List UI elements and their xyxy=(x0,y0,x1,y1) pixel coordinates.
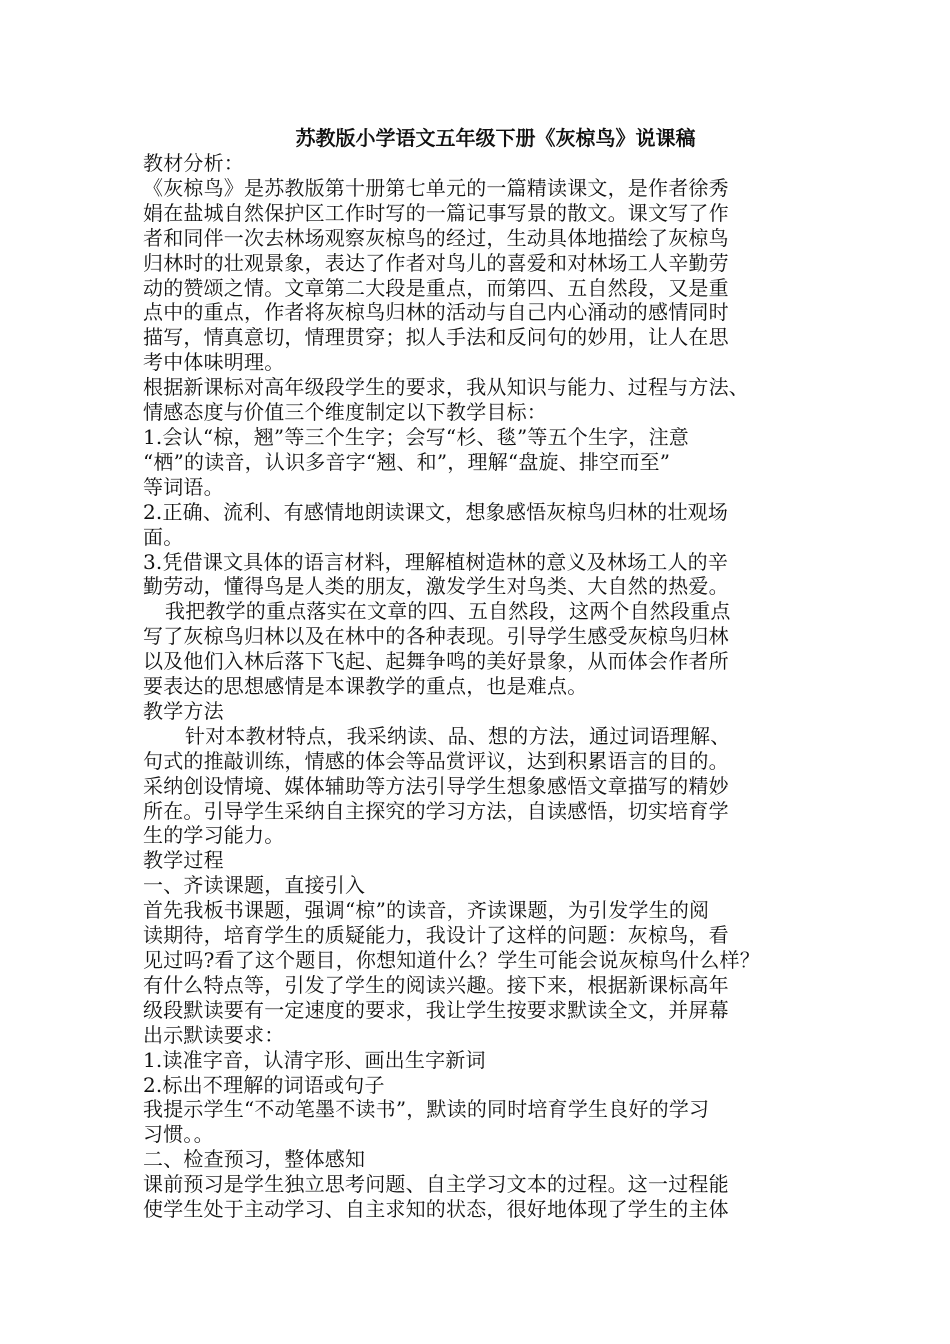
paragraph-line: 考中体味明理。 xyxy=(143,350,285,375)
paragraph-line: 有什么特点等，引发了学生的阅读兴趣。接下来，根据新课标高年 xyxy=(143,972,729,997)
goal-item-1: 1.会认“椋，翘”等三个生字；会写“杉、毯”等五个生字，注意 xyxy=(143,424,689,449)
paragraph-line: 等词语。 xyxy=(143,474,224,499)
paragraph-line: “栖”的读音，认识多音字“翘、和”，理解“盘旋、排空而至” xyxy=(143,449,671,474)
paragraph-line: 出示默读要求： xyxy=(143,1022,285,1047)
paragraph-line: 首先我板书课题，强调“椋”的读音，齐读课题，为引发学生的阅 xyxy=(143,898,710,923)
paragraph-line: 描写，情真意切，情理贯穿；拟人手法和反问句的妙用，让人在思 xyxy=(143,325,729,350)
paragraph-line: 娟在盐城自然保护区工作时写的一篇记事写景的散文。课文写了作 xyxy=(143,200,729,225)
paragraph-line: 写了灰椋鸟归林以及在林中的各种表现。引导学生感受灰椋鸟归林 xyxy=(143,624,729,649)
goal-item-2: 2.正确、流利、有感情地朗读课文，想象感悟灰椋鸟归林的壮观场 xyxy=(143,499,729,524)
paragraph-line: 以及他们入林后落下飞起、起舞争鸣的美好景象，从而体会作者所 xyxy=(143,649,729,674)
requirement-item-2: 2.标出不理解的词语或句子 xyxy=(143,1072,385,1097)
paragraph-line: 使学生处于主动学习、自主求知的状态，很好地体现了学生的主体 xyxy=(143,1197,729,1222)
paragraph-line: 生的学习能力。 xyxy=(143,823,285,848)
section-heading-process: 教学过程 xyxy=(143,848,224,873)
document-page xyxy=(143,126,828,1222)
paragraph-line: 点中的重点，作者将灰椋鸟归林的活动与自己内心涌动的感情同时 xyxy=(143,300,729,325)
paragraph-line: 级段默读要有一定速度的要求，我让学生按要求默读全文，并屏幕 xyxy=(143,997,729,1022)
subheading-step-2: 二、检查预习，整体感知 xyxy=(143,1147,366,1172)
paragraph-line: 所在。引导学生采纳自主探究的学习方法，自读感悟，切实培育学 xyxy=(143,798,729,823)
requirement-item-1: 1.读准字音，认清字形、画出生字新词 xyxy=(143,1047,486,1072)
paragraph-line: 我提示学生“不动笔墨不读书”，默读的同时培育学生良好的学习 xyxy=(143,1097,710,1122)
paragraph-line: 根据新课标对高年级段学生的要求，我从知识与能力、过程与方法、 xyxy=(143,375,749,400)
paragraph-line: 我把教学的重点落实在文章的四、五自然段，这两个自然段重点 xyxy=(165,599,731,624)
document-title: 苏教版小学语文五年级下册《灰椋鸟》说课稿 xyxy=(295,126,696,150)
paragraph-line: 情感态度与价值三个维度制定以下教学目标： xyxy=(143,400,547,425)
paragraph-line: 句式的推敲训练，情感的体会等品赏评议，达到积累语言的目的。 xyxy=(143,748,729,773)
paragraph-line: 读期待，培育学生的质疑能力，我设计了这样的问题：灰椋鸟，看 xyxy=(143,923,729,948)
paragraph-line: 要表达的思想感情是本课教学的重点，也是难点。 xyxy=(143,674,588,699)
paragraph-line: 面。 xyxy=(143,524,184,549)
paragraph-line: 者和同伴一次去林场观察灰椋鸟的经过，生动具体地描绘了灰椋鸟 xyxy=(143,225,729,250)
paragraph-line: 归林时的壮观景象，表达了作者对鸟儿的喜爱和对林场工人辛勤劳 xyxy=(143,250,729,275)
subheading-step-1: 一、齐读课题，直接引入 xyxy=(143,873,366,898)
section-heading-methods: 教学方法 xyxy=(143,698,224,723)
paragraph-line: 见过吗?看了这个题目，你想知道什么？学生可能会说灰椋鸟什么样？ xyxy=(143,948,760,972)
paragraph-line: 动的赞颂之情。文章第二大段是重点，而第四、五自然段，又是重 xyxy=(143,275,729,300)
paragraph-line: 采纳创设情境、媒体辅助等方法引导学生想象感悟文章描写的精妙 xyxy=(143,773,729,798)
section-heading-analysis: 教材分析： xyxy=(143,151,244,175)
paragraph-line: 习惯。。 xyxy=(143,1122,214,1147)
goal-item-3: 3.凭借课文具体的语言材料，理解植树造林的意义及林场工人的辛 xyxy=(143,549,729,574)
paragraph-line: 针对本教材特点，我采纳读、品、想的方法，通过词语理解、 xyxy=(185,723,731,748)
paragraph-line: 《灰椋鸟》是苏教版第十册第七单元的一篇精读课文，是作者徐秀 xyxy=(143,175,729,200)
paragraph-line: 勤劳动，懂得鸟是人类的朋友，激发学生对鸟类、大自然的热爱。 xyxy=(143,574,729,599)
paragraph-line: 课前预习是学生独立思考问题、自主学习文本的过程。这一过程能 xyxy=(143,1172,729,1197)
